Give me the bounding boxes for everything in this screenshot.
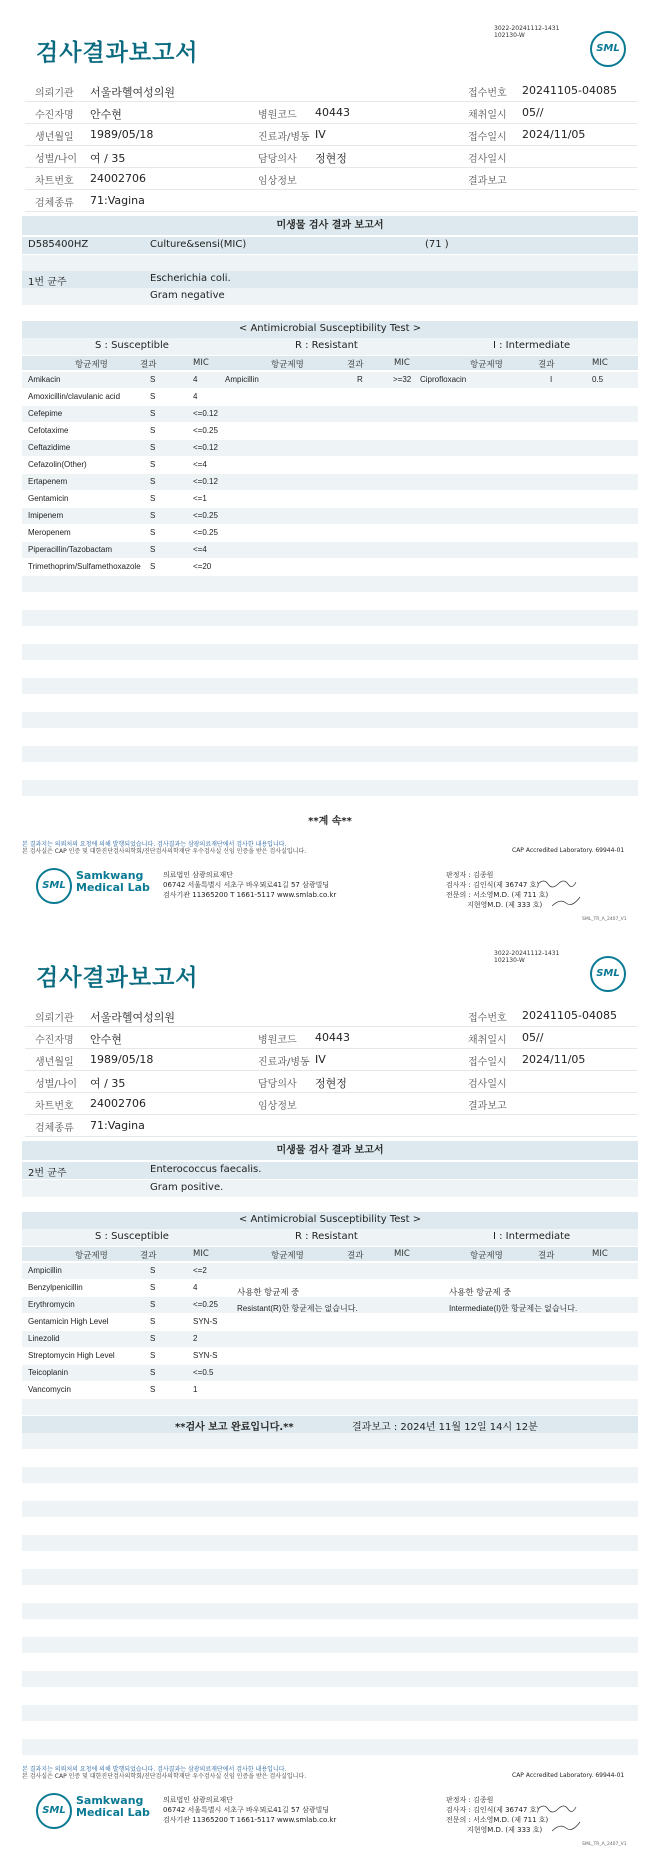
test-code: D585400HZ	[28, 239, 89, 250]
legend-susceptible: S : Susceptible	[95, 340, 169, 351]
hospital-name: 서울라헬여성의원	[90, 86, 176, 99]
footer-note: 본 결과지는 의뢰처의 요청에 의해 발행되었습니다. 검사결과는 삼광의료재단에서 검사한 내용입니다.	[22, 1766, 287, 1773]
table-row-stripe	[22, 1552, 638, 1568]
result-value: S	[150, 460, 156, 469]
section-title: 미생물 검사 결과 보고서	[22, 216, 638, 235]
drug-name: Ampicillin	[225, 375, 259, 384]
table-row-stripe	[22, 576, 638, 592]
result-value: S	[150, 1385, 156, 1394]
result-value: S	[150, 1283, 156, 1292]
mic-value: <=4	[193, 460, 207, 469]
sml-logo: SML	[590, 31, 626, 67]
table-row-stripe	[22, 491, 638, 507]
form-version: SML_TR_A_2407_V1	[582, 1842, 627, 1847]
receipt-number: 20241105-04085	[522, 84, 617, 97]
resistant-note-1: 사용한 항균제 중	[237, 1287, 300, 1297]
department: IV	[315, 128, 326, 141]
table-row-stripe	[22, 1688, 638, 1704]
organism-name: Enterococcus faecalis.	[150, 1164, 262, 1175]
drug-name: Meropenem	[28, 528, 71, 537]
drug-name: Gentamicin	[28, 494, 69, 503]
patient-name: 안수현	[90, 108, 122, 121]
mic-value: 1	[193, 1385, 198, 1394]
result-value: S	[150, 1266, 156, 1275]
table-row-stripe	[22, 1620, 638, 1636]
organism-label: 2번 균주	[28, 1168, 67, 1179]
cap-accreditation: CAP Accredited Laboratory. 69944-01	[512, 847, 625, 854]
table-row-stripe	[22, 729, 638, 745]
mic-value: <=0.25	[193, 426, 218, 435]
collect-date: 05//	[522, 106, 544, 119]
table-row-stripe	[22, 780, 638, 796]
mic-value: <=2	[193, 1266, 207, 1275]
table-row-stripe	[22, 1654, 638, 1670]
table-row-stripe	[22, 525, 638, 541]
table-row-stripe	[22, 1671, 638, 1687]
mic-value: 4	[193, 1283, 198, 1292]
mic-value: 4	[193, 392, 198, 401]
mic-value: <=0.25	[193, 1300, 218, 1309]
result-value: S	[150, 1368, 156, 1377]
resistant-note-2: Resistant(R)한 항균제는 없습니다.	[237, 1304, 358, 1313]
mic-value: <=0.25	[193, 528, 218, 537]
result-value: S	[150, 443, 156, 452]
birth-date: 1989/05/18	[90, 128, 154, 141]
result-value: S	[150, 1334, 156, 1343]
report-time: 결과보고 : 2024년 11월 12일 14시 12분	[352, 1422, 538, 1433]
intermediate-note-2: Intermediate(I)한 항균제는 없습니다.	[449, 1304, 578, 1313]
table-row-stripe	[22, 1331, 638, 1347]
table-row-stripe	[22, 1263, 638, 1279]
collect-date: 05//	[522, 1031, 544, 1044]
table-row-stripe	[22, 457, 638, 473]
report-title: 검사결과보고서	[36, 40, 199, 66]
organism-label: 1번 균주	[28, 277, 67, 288]
table-row-stripe	[22, 440, 638, 456]
lab-address: 의료법인 삼광의료재단 06742 서울특별시 서초구 바우뫼로41길 57 삼광빌딩 검사기관 11365200 T 1661-5117 www.smlab.co.kr	[163, 871, 337, 899]
hospital-name: 서울라헬여성의원	[90, 1011, 176, 1024]
chart-number: 24002706	[90, 172, 146, 185]
table-row-stripe	[22, 474, 638, 490]
receipt-number: 20241105-04085	[522, 1009, 617, 1022]
test-name: Culture&sensi(MIC)	[150, 239, 247, 250]
table-row-stripe	[22, 1739, 638, 1755]
result-value: S	[150, 426, 156, 435]
drug-name: Vancomycin	[28, 1385, 71, 1394]
footer-note-2: 본 검사실은 CAP 인증 및 대한진단검사의학회/진단검사의학재단 우수검사실 신임 인증을 받은 검사실입니다.	[22, 1773, 307, 1780]
sml-footer-logo: SML Samkwang Medical Lab	[36, 868, 136, 906]
specimen-type: 71:Vagina	[90, 194, 145, 207]
doctor-name: 정현정	[315, 152, 347, 165]
document-id: 3022-20241112-1431 102130-W	[494, 950, 560, 964]
ast-title: < Antimicrobial Susceptibility Test >	[238, 1214, 422, 1225]
mic-value: 0.5	[592, 375, 604, 384]
mic-value: <=4	[193, 545, 207, 554]
table-row-stripe	[22, 627, 638, 643]
footer-note: 본 결과지는 의뢰처의 요청에 의해 발행되었습니다. 검사결과는 삼광의료재단에서 검사한 내용입니다.	[22, 841, 287, 848]
receive-date: 2024/11/05	[522, 128, 586, 141]
mic-value: <=0.12	[193, 477, 218, 486]
table-row-stripe	[22, 746, 638, 762]
table-row-stripe	[22, 593, 638, 609]
mic-value: <=0.12	[193, 409, 218, 418]
table-row-stripe	[22, 1280, 638, 1296]
table-row-stripe	[22, 695, 638, 711]
signature-image	[536, 1801, 596, 1837]
patient-header: 의뢰기관 서울라헬여성의원 접수번호 20241105-04085 수진자명 안수현 병원코드 40443 채취일시 05// 생년월일 1989/05/18 진료과/병동 IV 접수일시 2024/11/05 성별/나이 여 / 35 담당의사 정현정 검사일시 차트번호 24002706 임상정보 결과보고 검체종류 71:Vagina	[25, 1005, 637, 1137]
table-row-stripe	[22, 1705, 638, 1721]
report-title: 검사결과보고서	[36, 965, 199, 991]
drug-name: Teicoplanin	[28, 1368, 69, 1377]
legend-intermediate: I : Intermediate	[493, 340, 571, 351]
doctor-name: 정현정	[315, 1077, 347, 1090]
drug-name: Cefazolin(Other)	[28, 460, 87, 469]
intermediate-note-1: 사용한 항균제 중	[449, 1287, 512, 1297]
footer-note-2: 본 검사실은 CAP 인증 및 대한진단검사의학회/진단검사의학재단 우수검사실 신임 인증을 받은 검사실입니다.	[22, 848, 307, 855]
drug-name: Ciprofloxacin	[420, 375, 467, 384]
table-row-stripe	[22, 542, 638, 558]
sex-age: 여 / 35	[90, 1077, 126, 1090]
report-page-2: 검사결과보고서 3022-20241112-1431 102130-W SML 의뢰기관 서울라헬여성의원 접수번호 20241105-04085 수진자명 안수현 병원코드 40443 채취일시 05// 생년월일 1989/05/18 진료과/병동 IV 접수일시 2024/11/05 성별/나이 여 / 35 담당의사 정현정 검사일시 차트번호 24002706 임상정보 결과보고 검체종류 71:Vagina 미생물 검사 결과 보고서 2번 균주 Enterococcus faecalis. Gram positive. < Antimicrobial Susceptibility Test > S : Susceptible R : Resistant I : Intermediate 항균제명 결과 MIC 항균제명 결과 MIC 항균제명 결과 MIC Ampicillin S <=2 Benzylpenicillin S 4 Erythromycin S <=0.25 Gentamicin High Level S SYN-S Linezolid S 2 Streptomycin High Level S SYN-S Teicoplanin S <=0.5 Vancomycin S 1 사용한 항균제 중 Resistant(R)한 항균제는 없습니다. 사용한 항균제 중 Intermediate(I)한 항균제는 없습니다. **검사 보고 완료입니다.** 결과보고 : 2024년 11월 12일 14시 12분 본 결과지는 의뢰처의 요청에 의해 발행되었습니다. 검사결과는 삼광의료재단에서 검사한 내용입니다. 본 검사실은 CAP 인증 및 대한진단검사의학회/진단검사의학재단 우수검사실 신임 인증을 받은 검사실입니다. CAP Accredited Laboratory. 69944-01 SML Samkwang Medical Lab 의료법인 삼광의료재단 06742 서울특별시 서초구 바우뫼로41길 57 삼광빌딩 검사기관 11365200 T 1661-5117 www.smlab.co.kr 판정자 : 김종원 검사자 : 김인식(제 36747 호) 전문의 : 서소영M.D. (제 711 호) 지현영M.D. (제 333 호) SML_TR_A_2407_V1	[0, 925, 655, 1850]
table-row-stripe	[22, 678, 638, 694]
result-value: R	[357, 375, 363, 384]
document-id: 3022-20241112-1431 102130-W	[494, 25, 560, 39]
cap-accreditation: CAP Accredited Laboratory. 69944-01	[512, 1772, 625, 1779]
mic-value: >=32	[393, 375, 412, 384]
lab-address: 의료법인 삼광의료재단 06742 서울특별시 서초구 바우뫼로41길 57 삼광빌딩 검사기관 11365200 T 1661-5117 www.smlab.co.kr	[163, 1796, 337, 1824]
drug-name: Ceftazidime	[28, 443, 71, 452]
sex-age: 여 / 35	[90, 152, 126, 165]
legend-susceptible: S : Susceptible	[95, 1231, 169, 1242]
table-row-stripe	[22, 423, 638, 439]
result-value: S	[150, 562, 156, 571]
table-row-stripe	[22, 1467, 638, 1483]
drug-name: Piperacillin/Tazobactam	[28, 545, 113, 554]
table-row-stripe	[22, 406, 638, 422]
mic-value: <=0.5	[193, 1368, 214, 1377]
result-value: S	[150, 1300, 156, 1309]
table-row-stripe	[22, 1484, 638, 1500]
drug-name: Imipenem	[28, 511, 64, 520]
table-row-stripe	[22, 1535, 638, 1551]
mic-value: <=1	[193, 494, 207, 503]
result-value: S	[150, 1351, 156, 1360]
table-row-stripe	[22, 1433, 638, 1449]
table-row-stripe	[22, 1501, 638, 1517]
patient-name: 안수현	[90, 1033, 122, 1046]
mic-value: <=0.12	[193, 443, 218, 452]
gram-stain: Gram negative	[150, 290, 225, 301]
table-row-stripe	[22, 797, 638, 813]
mic-value: SYN-S	[193, 1317, 218, 1326]
ast-title: < Antimicrobial Susceptibility Test >	[238, 323, 422, 334]
signature-image	[536, 876, 596, 912]
drug-name: Cefepime	[28, 409, 63, 418]
test-number: (71 )	[425, 239, 449, 250]
table-row-stripe	[22, 763, 638, 779]
table-row-stripe	[22, 610, 638, 626]
drug-name: Cefotaxime	[28, 426, 69, 435]
table-row-stripe	[22, 1399, 638, 1415]
drug-name: Ertapenem	[28, 477, 68, 486]
result-value: S	[150, 1317, 156, 1326]
signers: 판정자 : 김종원 검사자 : 김인식(제 36747 호) 전문의 : 서소영M.D. (제 711 호) 지현영M.D. (제 333 호)	[446, 871, 549, 909]
result-value: I	[550, 375, 553, 384]
form-version: SML_TR_A_2407_V1	[582, 917, 627, 922]
table-row-stripe	[22, 1365, 638, 1381]
mic-value: 2	[193, 1334, 198, 1343]
result-value: S	[150, 409, 156, 418]
table-row-stripe	[22, 1382, 638, 1398]
result-value: S	[150, 545, 156, 554]
hospital-code: 40443	[315, 106, 350, 119]
table-row-stripe	[22, 1603, 638, 1619]
legend-intermediate: I : Intermediate	[493, 1231, 571, 1242]
sml-footer-logo: SML Samkwang Medical Lab	[36, 1793, 136, 1831]
result-value: S	[150, 494, 156, 503]
report-complete-mark: **검사 보고 완료입니다.**	[175, 1422, 294, 1433]
legend-resistant: R : Resistant	[295, 340, 358, 351]
chart-number: 24002706	[90, 1097, 146, 1110]
table-row-stripe	[22, 644, 638, 660]
table-row-stripe	[22, 508, 638, 524]
drug-name: Benzylpenicillin	[28, 1283, 83, 1292]
sml-logo: SML	[590, 956, 626, 992]
drug-name: Streptomycin High Level	[28, 1351, 115, 1360]
patient-header: 의뢰기관 서울라헬여성의원 접수번호 20241105-04085 수진자명 안수현 병원코드 40443 채취일시 05// 생년월일 1989/05/18 진료과/병동 IV 접수일시 2024/11/05 성별/나이 여 / 35 담당의사 정현정 검사일시 차트번호 24002706 임상정보 결과보고 검체종류 71:Vagina	[25, 80, 637, 212]
table-row-stripe	[22, 1722, 638, 1738]
result-value: S	[150, 528, 156, 537]
table-row-stripe	[22, 1450, 638, 1466]
result-value: S	[150, 511, 156, 520]
hospital-code: 40443	[315, 1031, 350, 1044]
drug-name: Amikacin	[28, 375, 61, 384]
drug-name: Ampicillin	[28, 1266, 62, 1275]
mic-value: SYN-S	[193, 1351, 218, 1360]
result-value: S	[150, 392, 156, 401]
drug-name: Gentamicin High Level	[28, 1317, 109, 1326]
table-row-stripe	[22, 1586, 638, 1602]
result-value: S	[150, 375, 156, 384]
sml-logo-icon: SML	[36, 1793, 72, 1829]
drug-name: Linezolid	[28, 1334, 60, 1343]
mic-value: <=20	[193, 562, 212, 571]
table-row-stripe	[22, 372, 638, 388]
section-title: 미생물 검사 결과 보고서	[22, 1141, 638, 1160]
department: IV	[315, 1053, 326, 1066]
continued-mark: **계 속**	[308, 816, 352, 827]
table-row-stripe	[22, 661, 638, 677]
table-row-stripe	[22, 712, 638, 728]
sml-logo-icon: SML	[36, 868, 72, 904]
mic-value: 4	[193, 375, 198, 384]
table-row-stripe	[22, 1637, 638, 1653]
gram-stain: Gram positive.	[150, 1182, 224, 1193]
mic-value: <=0.25	[193, 511, 218, 520]
organism-name: Escherichia coli.	[150, 273, 231, 284]
signers: 판정자 : 김종원 검사자 : 김인식(제 36747 호) 전문의 : 서소영M.D. (제 711 호) 지현영M.D. (제 333 호)	[446, 1796, 549, 1834]
receive-date: 2024/11/05	[522, 1053, 586, 1066]
specimen-type: 71:Vagina	[90, 1119, 145, 1132]
birth-date: 1989/05/18	[90, 1053, 154, 1066]
drug-name: Amoxicillin/clavulanic acid	[28, 392, 121, 401]
drug-name: Erythromycin	[28, 1300, 75, 1309]
report-page-1: 검사결과보고서 3022-20241112-1431 102130-W SML 의뢰기관 서울라헬여성의원 접수번호 20241105-04085 수진자명 안수현 병원코드 40443 채취일시 05// 생년월일 1989/05/18 진료과/병동 IV 접수일시 2024/11/05 성별/나이 여 / 35 담당의사 정현정 검사일시 차트번호 24002706 임상정보 결과보고 검체종류 71:Vagina 미생물 검사 결과 보고서 D585400HZ Culture&sensi(MIC) (71 ) 1번 균주 Escherichia coli. Gram negative < Antimicrobial Susceptibility Test > S : Susceptible R : Resistant I : Intermediate 항균제명 결과 MIC 항균제명 결과 MIC 항균제명 결과 MIC Amikacin S 4 Amoxicillin/clavulanic acid S 4 Cefepime S <=0.12 Cefotaxime S <=0.25 Ceftazidime S <=0.12 Cefazolin(Other) S <=4 Ertapenem S <=0.12 Gentamicin S <=1 Imipenem S <=0.25 Meropenem S <=0.25 Piperacillin/Tazobactam S <=4 Trimethoprim/Sulfamethoxazole S <=20 Ampicillin R >=32 Ciprofloxacin I 0.5 **계 속** 본 결과지는 의뢰처의 요청에 의해 발행되었습니다. 검사결과는 삼광의료재단에서 검사한 내용입니다. 본 검사실은 CAP 인증 및 대한진단검사의학회/진단검사의학재단 우수검사실 신임 인증을 받은 검사실입니다. CAP Accredited Laboratory. 69944-01 SML Samkwang Medical Lab 의료법인 삼광의료재단 06742 서울특별시 서초구 바우뫼로41길 57 삼광빌딩 검사기관 11365200 T 1661-5117 www.smlab.co.kr 판정자 : 김종원 검사자 : 김인식(제 36747 호) 전문의 : 서소영M.D. (제 711 호) 지현영M.D. (제 333 호) SML_TR_A_2407_V1	[0, 0, 655, 925]
table-row-stripe	[22, 1569, 638, 1585]
drug-name: Trimethoprim/Sulfamethoxazole	[28, 562, 141, 571]
legend-resistant: R : Resistant	[295, 1231, 358, 1242]
table-row-stripe	[22, 1314, 638, 1330]
table-row-stripe	[22, 1518, 638, 1534]
result-value: S	[150, 477, 156, 486]
